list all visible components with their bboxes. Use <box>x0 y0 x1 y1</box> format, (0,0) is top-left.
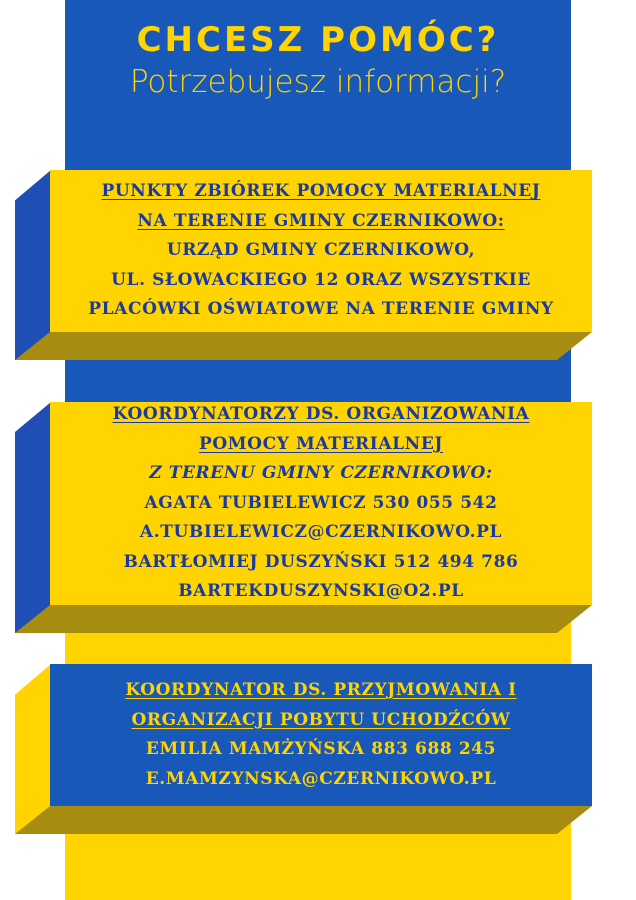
block-shadow <box>15 605 592 633</box>
block-side <box>15 402 51 633</box>
block-heading-line: PUNKTY ZBIÓREK POMOCY MATERIALNEJ <box>101 181 541 202</box>
block-shadow <box>15 806 592 834</box>
contact-email[interactable]: A.TUBIELEWICZ@CZERNIKOWO.PL <box>139 522 503 543</box>
block-heading-line: KOORDYNATOR DS. PRZYJMOWANIA I <box>125 680 517 700</box>
header <box>65 20 571 100</box>
block-text-line: PLACÓWKI OŚWIATOWE NA TERENIE GMINY <box>88 299 554 320</box>
block-heading-line: KOORDYNATORZY DS. ORGANIZOWANIA <box>112 404 530 425</box>
block-heading-line: POMOCY MATERIALNEJ <box>198 433 444 454</box>
block-face <box>50 402 592 605</box>
block-subheading-line: Z TERENU GMINY CZERNIKOWO: <box>149 463 493 484</box>
contact-email[interactable]: E.MAMZYNSKA@CZERNIKOWO.PL <box>145 768 497 789</box>
page-title: CHCESZ POMÓC? <box>136 20 500 60</box>
contact-name-phone: BARTŁOMIEJ DUSZYŃSKI 512 494 786 <box>123 551 519 572</box>
block-face <box>50 664 592 806</box>
block-face <box>50 170 592 332</box>
contact-name-phone: EMILIA MAMŻYŃSKA 883 688 245 <box>145 739 497 759</box>
contact-name-phone: AGATA TUBIELEWICZ 530 055 542 <box>144 492 498 513</box>
block-heading-line: ORGANIZACJI POBYTU UCHODŹCÓW <box>131 709 511 730</box>
contact-email[interactable]: BARTEKDUSZYNSKI@O2.PL <box>178 581 464 602</box>
block-heading-line: NA TERENIE GMINY CZERNIKOWO: <box>137 210 505 231</box>
block-shadow <box>15 332 592 360</box>
page-subtitle: Potrzebujesz informacji? <box>129 64 507 100</box>
block-side <box>15 664 51 834</box>
block-text-line: UL. SŁOWACKIEGO 12 ORAZ WSZYSTKIE <box>111 269 531 290</box>
block-text-line: URZĄD GMINY CZERNIKOWO, <box>166 240 476 261</box>
block-side <box>15 170 51 360</box>
